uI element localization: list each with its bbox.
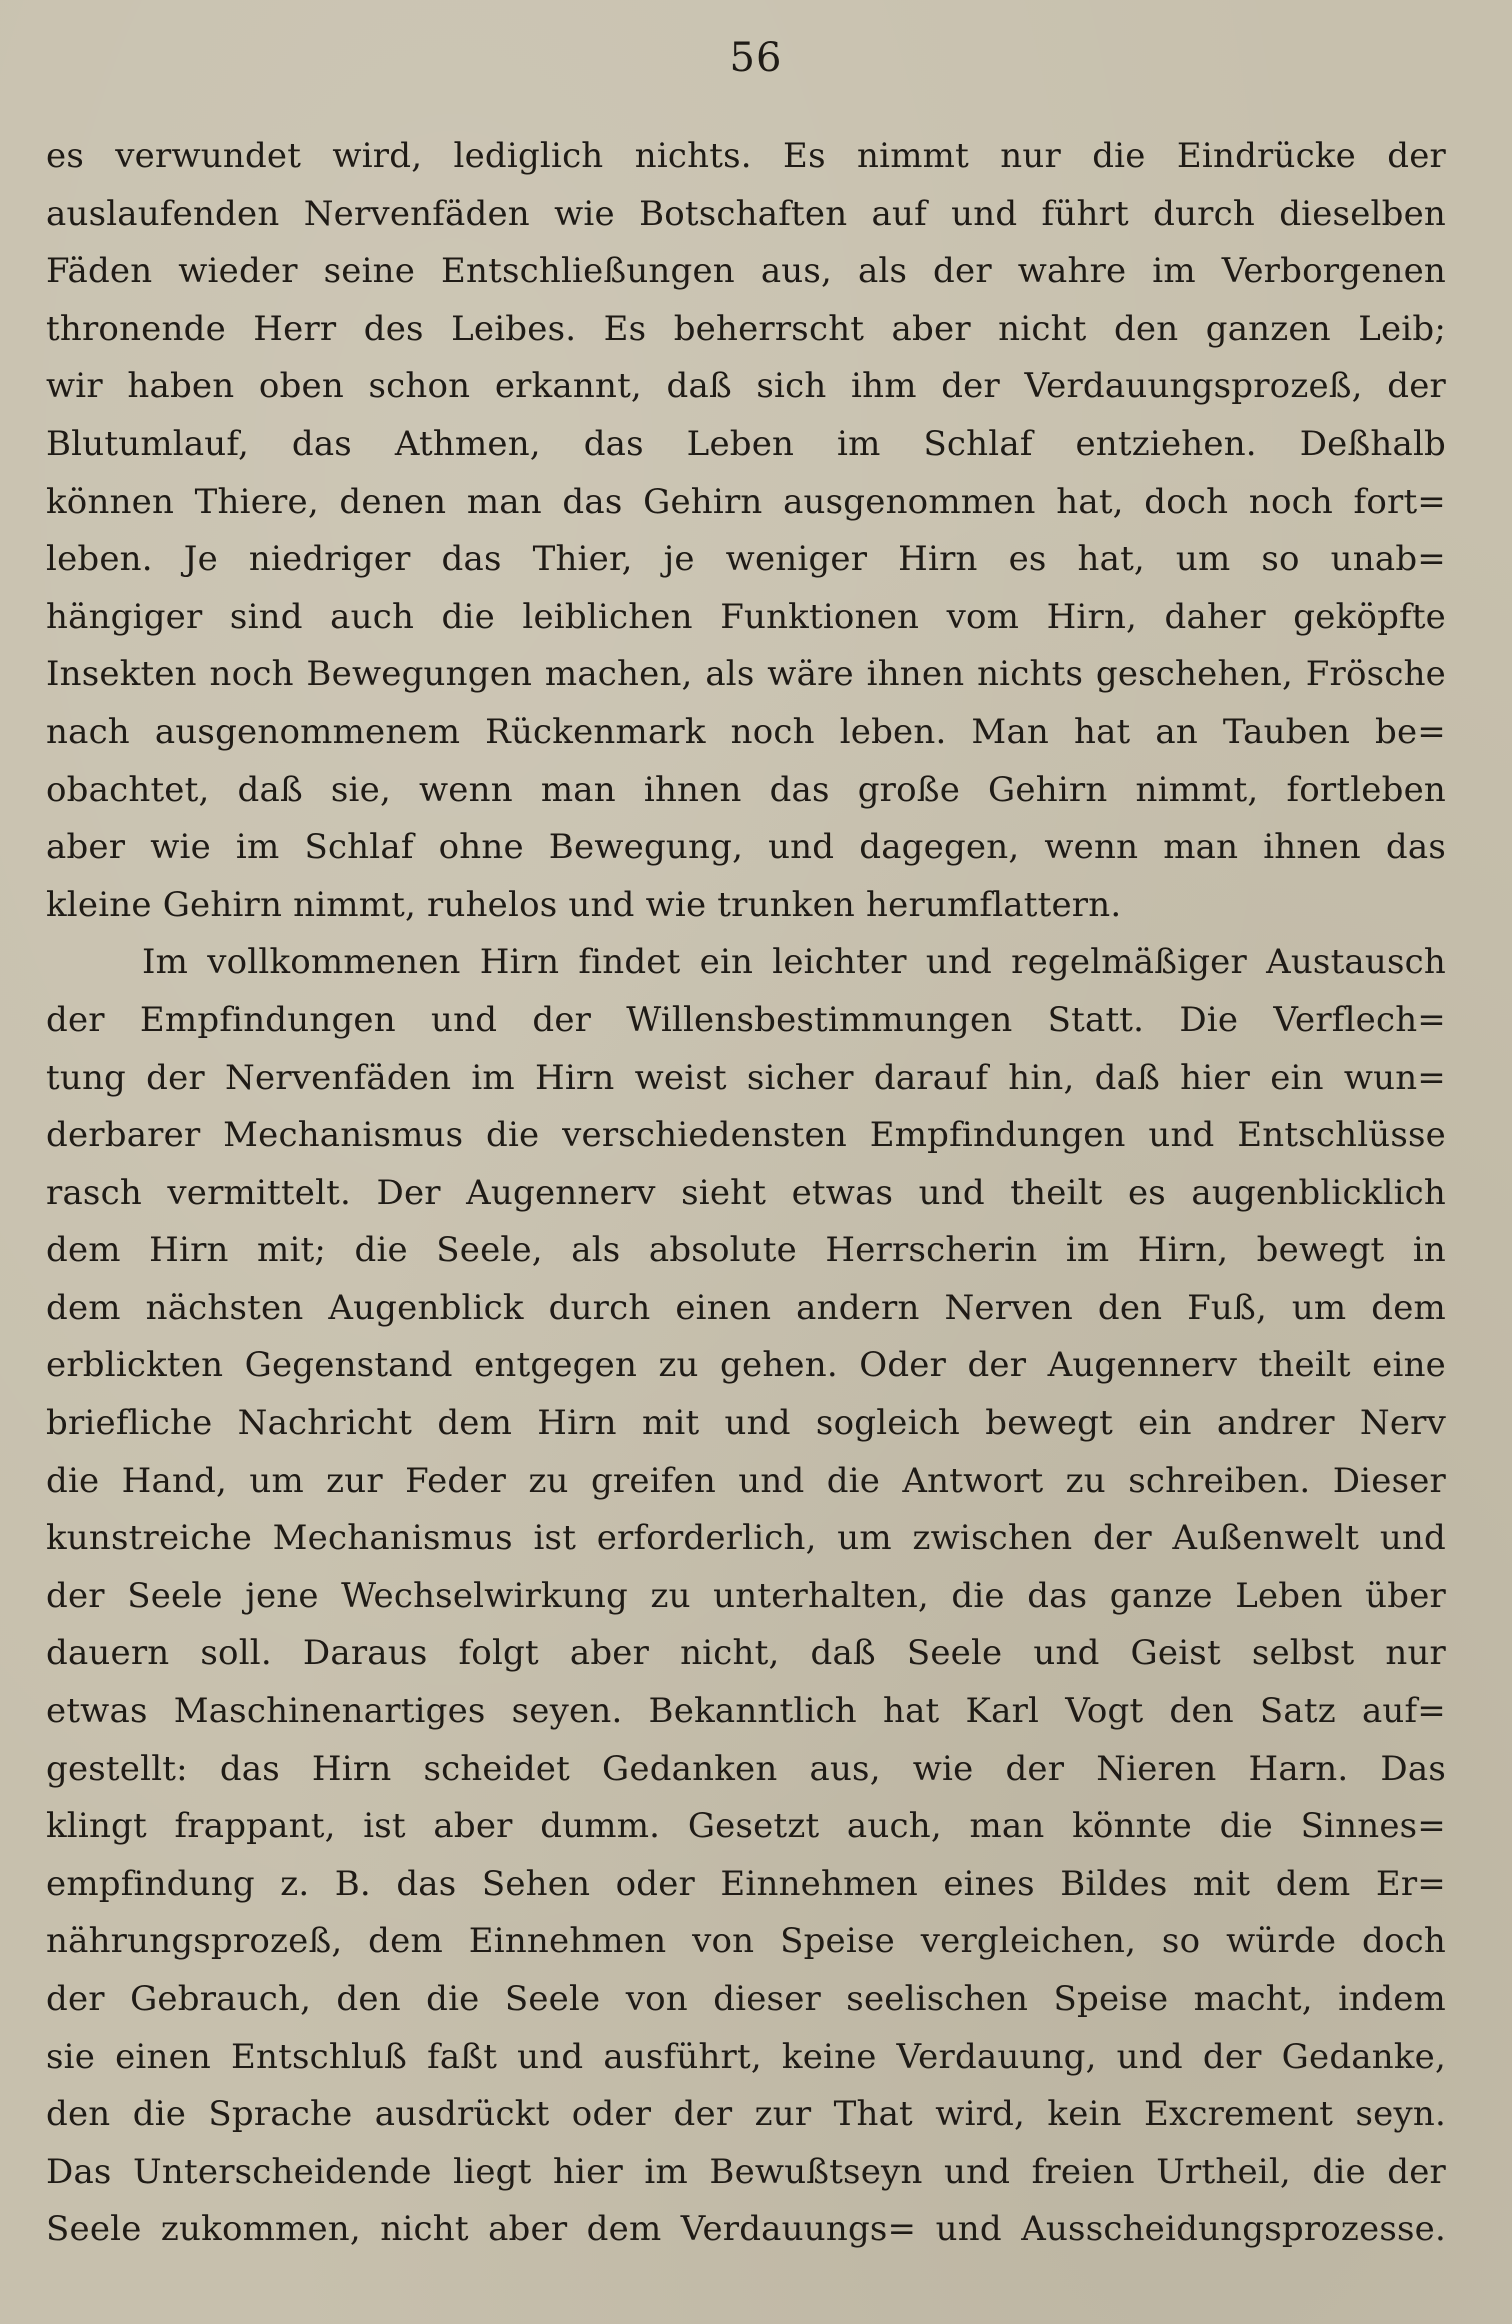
text-line: gestellt: das Hirn scheidet Gedanken aus, wie der Nieren Harn. Das [46,1748,1446,1789]
text-line: nach ausgenommenem Rückenmark noch leben. Man hat an Tauben be= [46,711,1446,752]
text-line: Seele zukommen, nicht aber dem Verdauungs= und Ausscheidungsprozesse. [46,2209,1446,2250]
text-line: kunstreiche Mechanismus ist erforderlich, um zwischen der Außenwelt und [46,1518,1446,1559]
text-line: können Thiere, denen man das Gehirn ausgenommen hat, doch noch fort= [46,481,1446,522]
text-line: der Gebrauch, den die Seele von dieser seelischen Speise macht, indem [46,1979,1446,2019]
text-line: tung der Nervenfäden im Hirn weist sicher darauf hin, daß hier ein wun= [46,1057,1446,1098]
text-line: auslaufenden Nervenfäden wie Botschaften auf und führt durch dieselben [46,193,1446,234]
text-line: nährungsprozeß, dem Einnehmen von Speise vergleichen, so würde doch [46,1921,1446,1962]
text-line: erblickten Gegenstand entgegen zu gehen. Oder der Augennerv theilt eine [46,1345,1446,1386]
body-text [46,128,1446,2259]
text-line: den die Sprache ausdrückt oder der zur That wird, kein Excrement seyn. [46,2094,1446,2135]
page-number: 56 [729,35,783,81]
text-line: der Seele jene Wechselwirkung zu unterhalten, die das ganze Leben über [46,1575,1446,1616]
text-line: klingt frappant, ist aber dumm. Gesetzt auch, man könnte die Sinnes= [46,1806,1446,1847]
text-line: Das Unterscheidende liegt hier im Bewußtseyn und freien Urtheil, die der [46,2151,1446,2192]
text-line: briefliche Nachricht dem Hirn mit und sogleich bewegt ein andrer Nerv [46,1403,1446,1444]
text-line: etwas Maschinenartiges seyen. Bekanntlich hat Karl Vogt den Satz auf= [46,1691,1446,1732]
text-line: dauern soll. Daraus folgt aber nicht, daß Seele und Geist selbst nur [46,1633,1446,1674]
text-line: thronende Herr des Leibes. Es beherrscht aber nicht den ganzen Leib; [46,308,1446,349]
text-line: der Empfindungen und der Willensbestimmungen Statt. Die Verflech= [46,999,1446,1040]
text-line: obachtet, daß sie, wenn man ihnen das große Gehirn nimmt, fortleben [46,769,1446,810]
text-line: hängiger sind auch die leiblichen Funktionen vom Hirn, daher geköpfte [46,596,1446,637]
text-line: aber wie im Schlaf ohne Bewegung, und dagegen, wenn man ihnen das [46,827,1446,868]
text-line: dem nächsten Augenblick durch einen andern Nerven den Fuß, um dem [46,1287,1446,1328]
text-line: die Hand, um zur Feder zu greifen und die Antwort zu schreiben. Dieser [46,1460,1446,1501]
text-line: Blutumlauf, das Athmen, das Leben im Schlaf entziehen. Deßhalb [46,423,1446,464]
text-line: derbarer Mechanismus die verschiedensten Empfindungen und Entschlüsse [46,1115,1446,1156]
paragraph-end-line: kleine Gehirn nimmt, ruhelos und wie trunken herumflattern. [46,884,1122,925]
text-line: leben. Je niedriger das Thier, je weniger Hirn es hat, um so unab= [46,539,1446,580]
text-line: dem Hirn mit; die Seele, als absolute Herrscherin im Hirn, bewegt in [46,1230,1446,1271]
text-line: es verwundet wird, lediglich nichts. Es nimmt nur die Eindrücke der [46,136,1446,176]
text-line: sie einen Entschluß faßt und ausführt, keine Verdauung, und der Gedanke, [46,2036,1446,2077]
text-line: Insekten noch Bewegungen machen, als wäre ihnen nichts geschehen, Frösche [46,654,1446,695]
text-line: empfindung z. B. das Sehen oder Einnehmen eines Bildes mit dem Er= [46,1863,1446,1904]
text-line: wir haben oben schon erkannt, daß sich ihm der Verdauungsprozeß, der [46,366,1446,407]
paragraph-start-line: Im vollkommenen Hirn findet ein leichter und regelmäßiger Austausch [142,942,1446,983]
text-line: rasch vermittelt. Der Augennerv sieht etwas und theilt es augenblicklich [46,1172,1446,1213]
text-line: Fäden wieder seine Entschließungen aus, als der wahre im Verborgenen [46,251,1446,292]
